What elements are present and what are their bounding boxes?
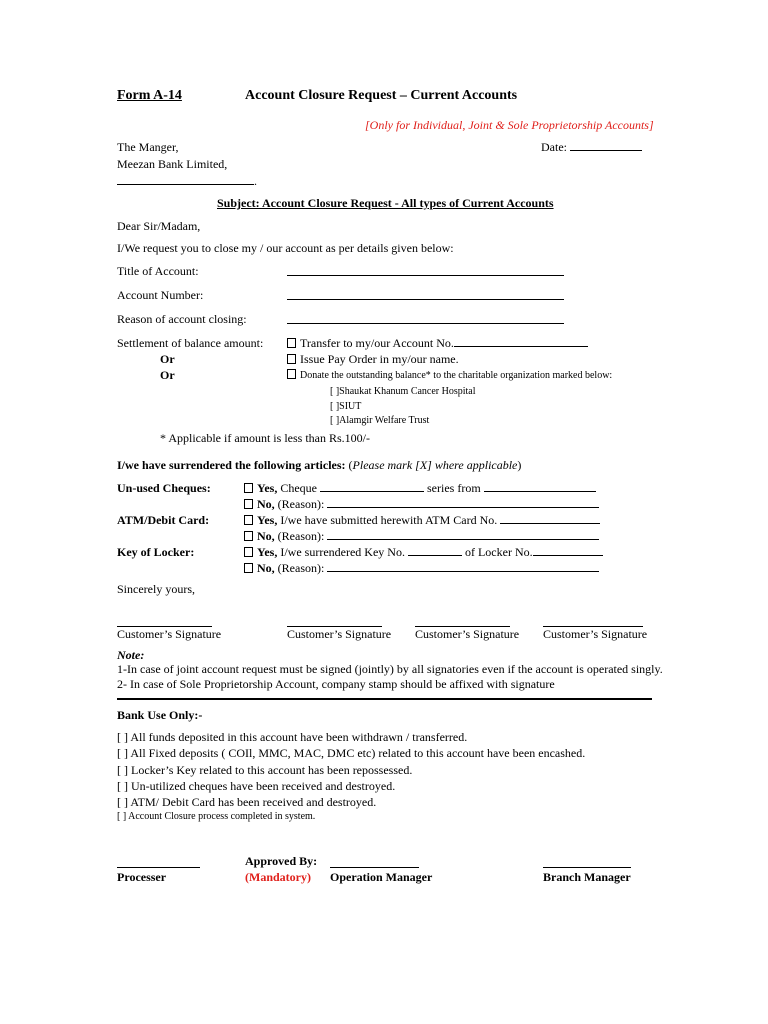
or-label: Or xyxy=(160,368,175,382)
checkbox[interactable] xyxy=(244,483,253,493)
bank-name: Meezan Bank Limited, xyxy=(117,157,228,171)
signature-label: Customer’s Signature xyxy=(287,627,392,641)
title-of-account-field[interactable] xyxy=(287,264,564,280)
bank-use-item[interactable]: [ ] Account Closure process completed in system. xyxy=(117,811,316,822)
signature-label: Customer’s Signature xyxy=(543,627,648,641)
charity-option[interactable]: [ ]Alamgir Welfare Trust xyxy=(330,415,430,426)
atm-no-option[interactable]: No, (Reason): xyxy=(244,529,599,544)
addressee: The Manger, xyxy=(117,140,179,154)
subject-line: Subject: Account Closure Request - All types of Current Accounts xyxy=(217,196,554,210)
payorder-option[interactable] xyxy=(287,352,459,367)
applicable-note: * Applicable if amount is less than Rs.100/- xyxy=(160,431,370,445)
branch-manager-label: Branch Manager xyxy=(543,870,631,884)
processer-label: Processer xyxy=(117,870,167,884)
donate-option[interactable] xyxy=(287,369,612,381)
mandatory-label: (Mandatory) xyxy=(245,870,311,884)
atm-yes-option[interactable]: Yes, I/we have submitted herewith ATM Card No. xyxy=(244,513,600,528)
account-number-field[interactable] xyxy=(287,288,564,304)
date-label: Date: xyxy=(541,140,567,154)
branch-field[interactable]: . xyxy=(117,174,257,189)
locker-no-option[interactable]: No, (Reason): xyxy=(244,561,599,576)
checkbox[interactable] xyxy=(244,499,253,509)
account-number-label: Account Number: xyxy=(117,288,204,302)
bank-use-item[interactable]: [ ] Locker’s Key related to this account has been repossessed. xyxy=(117,763,413,777)
form-title: Account Closure Request – Current Accounts xyxy=(245,88,518,103)
checkbox[interactable] xyxy=(287,369,296,379)
locker-label: Key of Locker: xyxy=(117,545,195,559)
checkbox[interactable] xyxy=(244,515,253,525)
charity-option[interactable]: [ ]Shaukat Khanum Cancer Hospital xyxy=(330,386,476,397)
charity-option[interactable]: [ ]SIUT xyxy=(330,401,362,412)
atm-label: ATM/Debit Card: xyxy=(117,513,210,527)
bank-use-item[interactable]: [ ] All funds deposited in this account have been withdrawn / transferred. xyxy=(117,730,468,744)
surrender-heading: I/we have surrendered the following articles: (Please mark [X] where applicable) xyxy=(117,458,522,472)
reason-label: Reason of account closing: xyxy=(117,312,247,326)
note-heading: Note: xyxy=(117,648,145,662)
operation-manager-signature-line[interactable] xyxy=(330,867,419,868)
bank-use-heading: Bank Use Only:- xyxy=(117,708,203,722)
cheques-yes-option[interactable]: Yes, Cheque series from xyxy=(244,481,596,496)
signature-label: Customer’s Signature xyxy=(415,627,520,641)
closing: Sincerely yours, xyxy=(117,582,195,596)
donate-option-label: Donate the outstanding balance* to the charitable organization marked below: xyxy=(300,370,613,381)
operation-manager-label: Operation Manager xyxy=(330,870,433,884)
title-of-account-label: Title of Account: xyxy=(117,264,199,278)
approved-by-label: Approved By: xyxy=(245,854,318,868)
note-line: 1-In case of joint account request must be signed (jointly) by all signatories even if the account is operated singly. xyxy=(117,662,663,676)
request-text: I/We request you to close my / our account as per details given below: xyxy=(117,241,454,255)
note-line: 2- In case of Sole Proprietorship Account, company stamp should be affixed with signature xyxy=(117,677,555,691)
checkbox[interactable] xyxy=(287,354,296,364)
bank-use-item[interactable]: [ ] Un-utilized cheques have been received and destroyed. xyxy=(117,779,396,793)
checkbox[interactable] xyxy=(287,338,296,348)
bank-use-item[interactable]: [ ] All Fixed deposits ( COIl, MMC, MAC, DMC etc) related to this account have been encashed. xyxy=(117,746,586,760)
processer-signature-line[interactable] xyxy=(117,867,200,868)
form-number: Form A-14 xyxy=(117,88,182,103)
checkbox[interactable] xyxy=(244,547,253,557)
payorder-option-label: Issue Pay Order in my/our name. xyxy=(300,352,459,366)
date-field[interactable] xyxy=(541,140,642,155)
transfer-option[interactable] xyxy=(287,336,588,351)
salutation: Dear Sir/Madam, xyxy=(117,219,201,233)
branch-manager-signature-line[interactable] xyxy=(543,867,631,868)
signature-label: Customer’s Signature xyxy=(117,627,222,641)
checkbox[interactable] xyxy=(244,531,253,541)
checkbox[interactable] xyxy=(244,563,253,573)
cheques-label: Un-used Cheques: xyxy=(117,481,211,495)
cheques-no-option[interactable]: No, (Reason): xyxy=(244,497,599,512)
settlement-label: Settlement of balance amount: xyxy=(117,336,264,350)
reason-field[interactable] xyxy=(287,312,564,328)
locker-yes-option[interactable]: Yes, I/we surrendered Key No. of Locker No. xyxy=(244,545,603,560)
or-label: Or xyxy=(160,352,175,366)
divider xyxy=(117,698,652,700)
transfer-option-label: Transfer to my/our Account No. xyxy=(300,336,454,350)
only-for-note: [Only for Individual, Joint & Sole Proprietorship Accounts] xyxy=(365,118,654,132)
bank-use-item[interactable]: [ ] ATM/ Debit Card has been received and destroyed. xyxy=(117,795,377,809)
